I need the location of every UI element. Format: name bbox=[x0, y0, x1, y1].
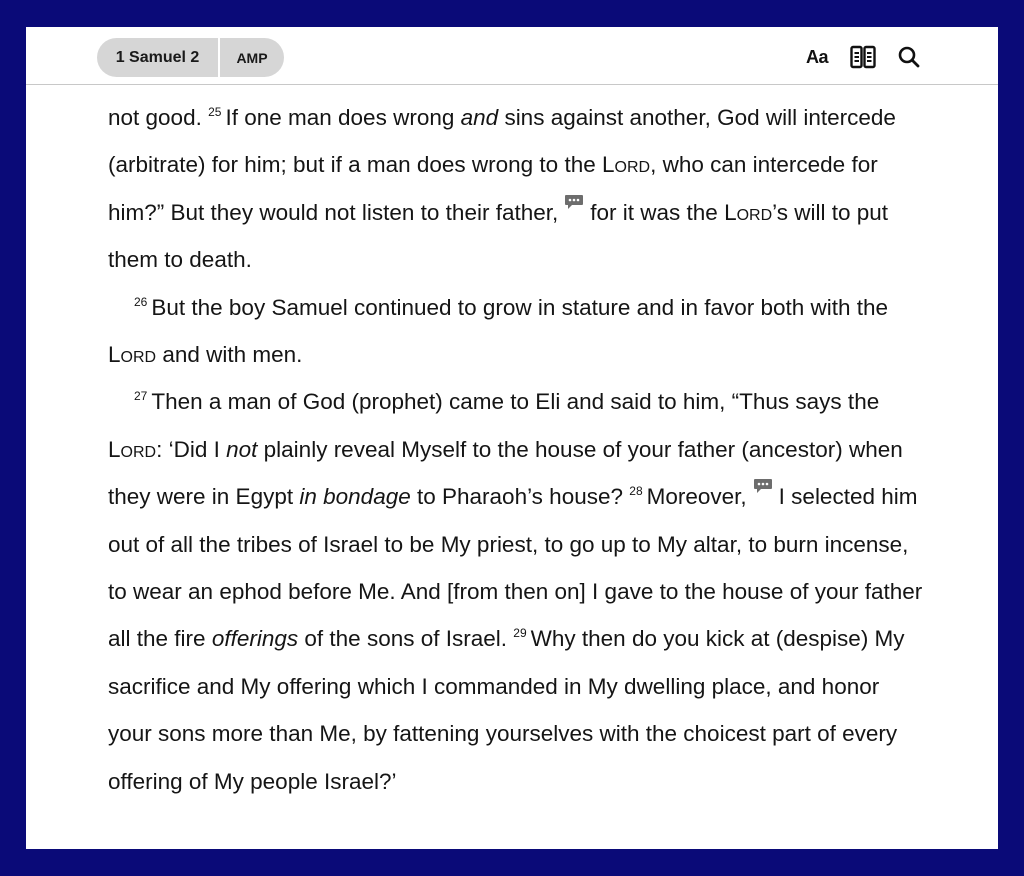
lord-small-caps: Lord bbox=[108, 342, 157, 368]
version-button[interactable]: AMP bbox=[236, 49, 268, 66]
italic-text: offerings bbox=[211, 626, 299, 652]
book-chapter-button[interactable]: 1 Samuel 2 bbox=[115, 48, 200, 66]
verse-number-27[interactable]: 27 bbox=[134, 389, 148, 404]
verse-number-28[interactable]: 28 bbox=[629, 484, 643, 499]
search-button[interactable] bbox=[898, 42, 920, 72]
paragraph-1 bbox=[108, 94, 928, 284]
verse-number-26[interactable]: 26 bbox=[134, 294, 148, 309]
footnote-icon[interactable] bbox=[753, 478, 773, 494]
text-run: for it was the bbox=[590, 199, 718, 225]
footnote-icon[interactable] bbox=[564, 194, 584, 210]
italic-text: not bbox=[226, 436, 258, 462]
lord-small-caps: Lord bbox=[724, 199, 773, 225]
text-run: and with men. bbox=[162, 342, 303, 368]
italic-text: in bondage bbox=[299, 484, 411, 510]
text-run: But the boy Samuel continued to grow in stature and in favor both with the bbox=[151, 294, 889, 320]
text-run: Moreover, bbox=[646, 484, 747, 510]
font-settings-button[interactable] bbox=[806, 42, 828, 72]
parallel-bible-button[interactable] bbox=[850, 42, 876, 72]
lord-small-caps: Lord bbox=[108, 436, 157, 462]
text-run: , who can intercede for him?” But they would not listen to their father, bbox=[108, 152, 878, 225]
font-settings-icon: Aa bbox=[805, 46, 828, 67]
search-icon bbox=[898, 46, 920, 68]
text-run: : ‘Did I bbox=[156, 436, 220, 462]
text-run: If one man does wrong bbox=[225, 105, 455, 130]
text-run: ’s will to put them to death. bbox=[108, 199, 889, 273]
paragraph-3 bbox=[108, 378, 928, 805]
text-run: to Pharaoh’s house? bbox=[417, 484, 623, 510]
scripture-text bbox=[108, 94, 928, 805]
lord-small-caps: Lord bbox=[602, 152, 651, 178]
text-run: Then a man of God (prophet) came to Eli and said to him, “Thus says the bbox=[151, 389, 880, 415]
text-run: I selected him out of all the tribes of Israel to be My priest, to go up to My altar, to burn incense, to wear an ephod before Me. And [from then on] I gave to the house of your father all the fire bbox=[108, 484, 923, 652]
reference-selector bbox=[97, 38, 284, 77]
verse-number-29[interactable]: 29 bbox=[513, 626, 527, 641]
text-run: sins against another, God will intercede (arbitrate) for him; but if a man does wrong to the bbox=[108, 105, 896, 178]
reader-window bbox=[26, 27, 998, 849]
verse-number-25[interactable]: 25 bbox=[208, 105, 222, 119]
paragraph-2 bbox=[108, 284, 928, 379]
toolbar-actions bbox=[806, 42, 920, 72]
parallel-bible-icon bbox=[850, 45, 876, 69]
text-run: plainly reveal Myself to the house of your father (ancestor) when they were in Egypt bbox=[108, 436, 903, 510]
text-run: of the sons of Israel. bbox=[304, 626, 508, 652]
text-run: not good. bbox=[108, 105, 202, 130]
text-run: Why then do you kick at (despise) My sacrifice and My offering which I commanded in My dwelling place, and honor your sons more than Me, by fattening yourselves with the choicest part of every offering of My people Israel?’ bbox=[108, 626, 905, 794]
italic-text: and bbox=[460, 105, 499, 130]
toolbar bbox=[26, 27, 998, 85]
